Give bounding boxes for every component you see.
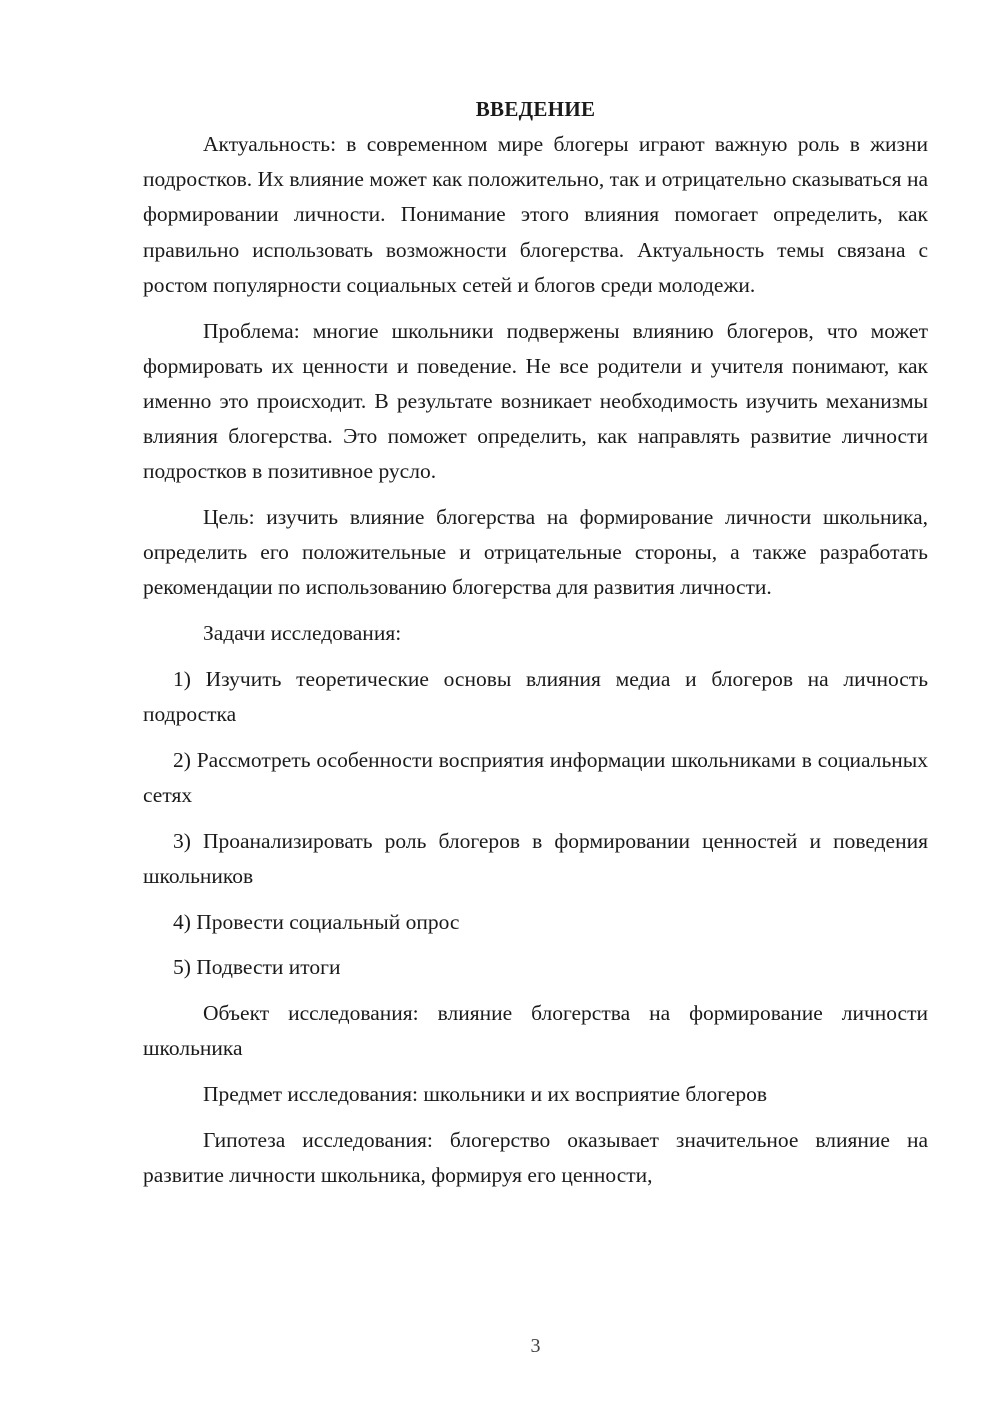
paragraph-relevance: Актуальность: в современном мире блогеры играют важную роль в жизни подростков. Их влияние может как положительно, так и отрицательно сказываться на формировании личности. Понимание этого влияния помогает определить, как правильно использовать возможности блогерства. Актуальность темы связана с ростом популярности социальных сетей и блогов среди молодежи.: [143, 132, 928, 297]
tasks-heading: Задачи исследования:: [203, 621, 402, 646]
page-number: 3: [530, 1335, 541, 1357]
task-item-4: 4) Провести социальный опрос: [173, 909, 460, 934]
task-item-3: 3) Проанализировать роль блогеров в формировании ценностей и поведения школьников: [143, 828, 928, 888]
paragraph-hypothesis: Гипотеза исследования: блогерство оказывает значительное влияние на развитие личности школьника, формируя его ценности,: [143, 1127, 928, 1187]
paragraph-goal: Цель: изучить влияние блогерства на формирование личности школьника, определить его положительные и отрицательные стороны, а также разработать рекомендации по использованию блогерства для развития личности.: [143, 505, 928, 600]
section-title: ВВЕДЕНИЕ: [475, 97, 596, 121]
document-page: [143, 92, 928, 1193]
paragraph-problem: Проблема: многие школьники подвержены влиянию блогеров, что может формировать их ценности и поведение. Не все родители и учителя понимают, как именно это происходит. В результате возникает необходимость изучить механизмы влияния блогерства. Это поможет определить, как направлять развитие личности подростков в позитивное русло.: [143, 318, 928, 484]
paragraph-subject: Предмет исследования: школьники и их восприятие блогеров: [203, 1081, 767, 1106]
task-item-2: 2) Рассмотреть особенности восприятия информации школьниками в социальных сетях: [143, 747, 928, 807]
task-item-1: 1) Изучить теоретические основы влияния медиа и блогеров на личность подростка: [143, 666, 928, 727]
task-item-5: 5) Подвести итоги: [173, 955, 341, 980]
paragraph-object: Объект исследования: влияние блогерства на формирование личности школьника: [143, 1000, 928, 1061]
